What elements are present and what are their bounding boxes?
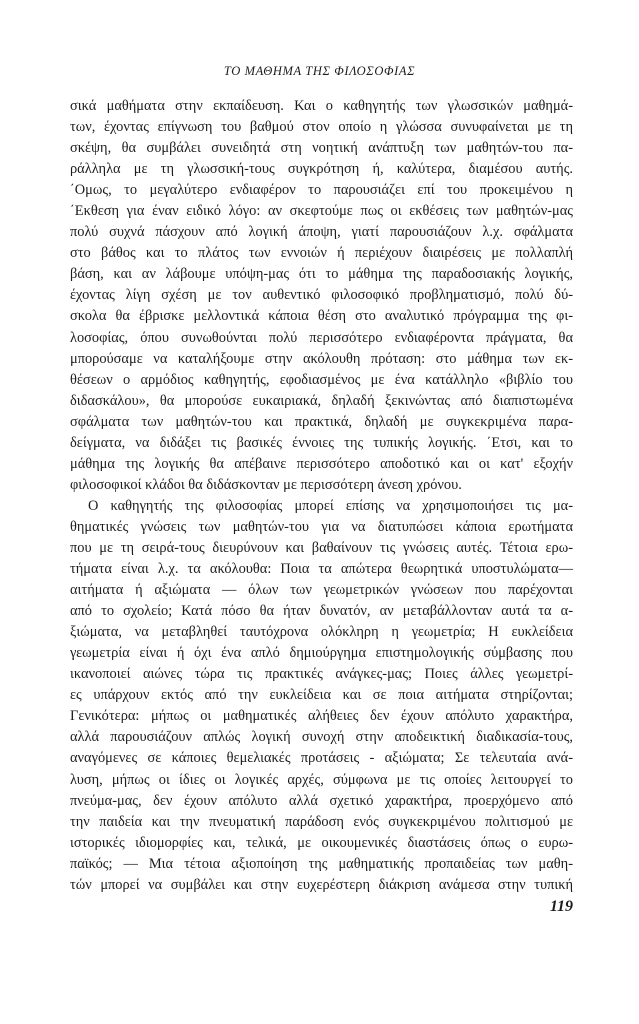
text-line: Ο καθηγητής της φιλοσοφίας μπορεί επίσης να χρησιμοποιήσει τις μα- <box>88 497 573 514</box>
text-line: σκέψη, θα συμβάλει συνειδητά στη νοητική ανάπτυξη των μαθητών-του πα- <box>70 140 573 157</box>
text-line: ες υπάρχουν εκτός από την ευκλείδεια και σε ποια αιτήματα στηρίζονται; <box>70 687 573 704</box>
text-line: ΄Εκθεση για έναν ειδικό λόγο: αν σκεφτούμε πως οι εκθέσεις των μαθητών-μας <box>70 203 573 220</box>
text-line: αλλά παρουσιάζουν απλώς λογική συνοχή στην αποδεικτική διαδικασία-τους, <box>70 729 573 746</box>
text-line: μάθημα της λογικής θα απέβαινε περισσότερο αποδοτικό και οι κατ' εξοχήν <box>70 455 573 472</box>
text-line: Γενικότερα: μήπως οι μαθηματικές αλήθειες δεν έχουν απόλυτο χαρακτήρα, <box>70 708 573 725</box>
text-line: αιτήματα ή αξιώματα — όλων των γεωμετρικών γνώσεων που παρέχονται <box>70 582 573 599</box>
text-line: θηματικές γνώσεις των μαθητών-του για να διατυπώσει κάποια ερωτήματα <box>70 518 573 535</box>
text-line: δείγματα, να διδάξει τις βασικές έννοιες της τυπικής λογικής. ΄Ετσι, και το <box>70 434 573 451</box>
text-line: αναγόμενες σε κάποιες θεμελιακές προτάσεις - αξιώματα; Σε τελευταία ανά- <box>70 750 573 767</box>
text-line: ιστορικές ιδιομορφίες και, τελικά, με οικουμενικές διαστάσεις όπως ο ευρω- <box>70 834 573 851</box>
text-line: λοσοφίας, όπου συνωθούνται πολύ περισσότερο ενδιαφέροντα πράγματα, θα <box>70 329 573 346</box>
text-line: θέσεων ο αρμόδιος καθηγητής, εφοδιασμένος με ένα κατάλληλο «βιβλίο του <box>70 371 573 388</box>
text-line: ξιώματα, να μεταβληθεί ταυτόχρονα ολόκληρη η γεωμετρία; Η ευκλείδεια <box>70 624 573 641</box>
text-line: τών μπορεί να συμβάλει και στην ευχερέστερη διάκριση ανάμεσα στην τυπική <box>70 876 573 893</box>
body-text <box>70 96 573 896</box>
text-line: γεωμετρία είναι ή όχι ένα απλό δημιούργημα επιστημολογικής σύμβασης που <box>70 645 573 662</box>
text-line: σφάλματα των μαθητών-του και πρακτικά, δηλαδή με συγκεκριμένα παρα- <box>70 413 573 430</box>
text-line: ΄Ομως, το μεγαλύτερο ενδιαφέρον το παρουσιάζει επί του προκειμένου η <box>70 182 573 199</box>
text-line: τήματα είναι λ.χ. τα ακόλουθα: Ποια τα απώτερα θεωρητικά υποστυλώματα— <box>70 561 573 578</box>
text-line: σκολα θα έβρισκε μελλοντικά κάποια θέση στο αναλυτικό πρόγραμμα της φι- <box>70 308 573 325</box>
text-line: ικανοποιεί αιώνες τώρα τις πρακτικές ανάγκες-μας; Ποιες άλλες γεωμετρί- <box>70 666 573 683</box>
text-line: έχοντας λίγη σχέση με τον αυθεντικό φιλοσοφικό προβληματισμό, πολύ δύ- <box>70 287 573 304</box>
text-line: την παιδεία και την πνευματική παράδοση ενός συγκεκριμένου πολιτισμού με <box>70 813 573 830</box>
text-line: διδασκάλου», θα μπορούσε ευκαιριακά, δηλαδή ξεκινώντας από διαπιστωμένα <box>70 392 573 409</box>
text-line: βάση, και αν λάβουμε υπόψη-μας ότι το μάθημα της παραδοσιακής λογικής, <box>70 266 573 283</box>
text-line: στο βάθος και το πλάτος των εννοιών ή περιέχουν διαιρέσεις με πολλαπλή <box>70 245 573 262</box>
text-line: σικά μαθήματα στην εκπαίδευση. Και ο καθηγητής των γλωσσικών μαθημά- <box>70 98 573 114</box>
text-line: από το σχολείο; Κατά πόσο θα ήταν δυνατόν, αν μεταβάλλονταν αυτά τα α- <box>70 603 573 620</box>
text-line: που με τη σειρά-τους διευρύνουν και βαθαίνουν τις γνώσεις αυτές. Τέτοια ερω- <box>70 539 573 556</box>
running-head: ΤΟ ΜΑΘΗΜΑ ΤΗΣ ΦΙΛΟΣΟΦΙΑΣ <box>223 64 416 78</box>
text-line: μπορούσαμε να καταλήξουμε στην ακόλουθη πρόταση: στο μάθημα των εκ- <box>70 350 573 367</box>
text-line: παϊκός; — Μια τέτοια αξιοποίηση της μαθηματικής προπαιδείας των μαθη- <box>70 855 573 872</box>
page-number: 119 <box>549 898 573 915</box>
text-line: φιλοσοφικοί κλάδοι θα διδάσκονταν με περισσότερη άνεση χρόνου. <box>70 476 462 493</box>
text-line: πνεύμα-μας, δεν έχουν απόλυτο αλλά σχετικό χαρακτήρα, προερχόμενο από <box>70 792 573 809</box>
text-line: πολύ συχνά πάσχουν από λογική άποψη, γιατί παρουσιάζουν λ.χ. σφάλματα <box>70 224 573 241</box>
text-line: ράλληλα με τη γλωσσική-τους συγκρότηση ή, καλύτερα, διαμέσου αυτής. <box>70 161 573 178</box>
text-line: λυση, μήπως οι ίδιες οι λογικές αρχές, σύμφωνα με τις οποίες λειτουργεί το <box>70 771 573 788</box>
text-line: των, έχοντας επίγνωση του βαθμού στον οποίο η γλώσσα συνυφαίνεται με τη <box>70 119 573 136</box>
